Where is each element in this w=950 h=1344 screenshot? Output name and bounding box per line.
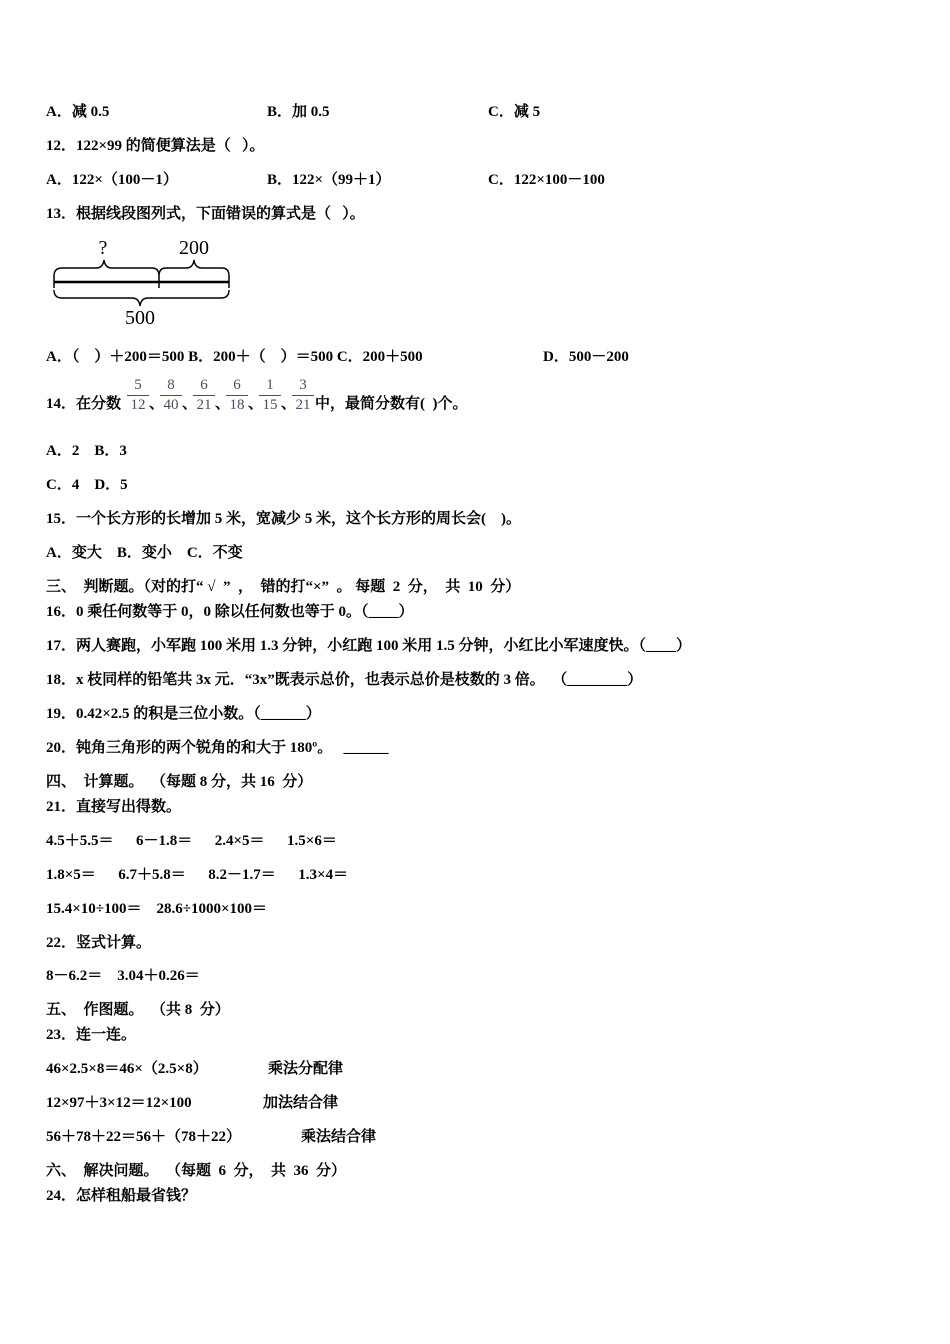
- q24: 24．怎样租船最省钱？: [46, 1188, 197, 1204]
- fraction-5-12: 5 12: [127, 377, 149, 414]
- q12-option-a: A．122×（100－1）: [46, 172, 178, 188]
- q23-expr-1: 46×2.5×8＝46×（2.5×8）: [46, 1061, 208, 1077]
- section-5-heading: 五、 作图题。 （共 8 分）: [46, 1002, 230, 1018]
- fraction-8-40: 8 40: [160, 377, 182, 414]
- q13-stem: 13．根据线段图列式，下面错误的算式是（ ）。: [46, 206, 365, 222]
- q18: 18．x 枝同样的铅笔共 3x 元．“3x”既表示总价，也表示总价是枝数的 3 倍。 （________）: [46, 672, 643, 688]
- q23-law-2: 加法结合律: [263, 1095, 339, 1111]
- q11-option-a: A．减 0.5: [46, 104, 110, 120]
- q11-option-b: B．加 0.5: [267, 104, 330, 120]
- q15-stem: 15．一个长方形的长增加 5 米，宽减少 5 米，这个长方形的周长会( )。: [46, 511, 521, 527]
- q12-option-c: C．122×100－100: [488, 172, 605, 188]
- q11-option-c: C．减 5: [488, 104, 541, 120]
- fraction-sep: 、: [281, 396, 297, 412]
- q22-row: 8－6.2＝ 3.04＋0.26＝: [46, 968, 200, 984]
- q23-expr-3: 56＋78＋22＝56＋（78＋22）: [46, 1129, 242, 1145]
- fraction-3-21: 3 21: [292, 377, 314, 414]
- q20: 20．钝角三角形的两个锐角的和大于 180º。 ______: [46, 740, 389, 756]
- q23-expr-2: 12×97＋3×12＝12×100: [46, 1095, 192, 1111]
- q13-options-abc: A．（ ）＋200＝500 B．200＋（ ）＝500 C．200＋500: [46, 349, 423, 365]
- fraction-sep: 、: [248, 396, 264, 412]
- section-6-heading: 六、 解决问题。 （每题 6 分， 共 36 分）: [46, 1163, 347, 1179]
- brace-right-top: [159, 260, 229, 276]
- segment-diagram: [48, 232, 238, 332]
- q19: 19．0.42×2.5 的积是三位小数。（______）: [46, 706, 321, 722]
- q23-stem: 23．连一连。: [46, 1027, 137, 1043]
- fraction-6-21: 6 21: [193, 377, 215, 414]
- brace-left-top: [54, 260, 159, 276]
- q23-law-3: 乘法结合律: [301, 1129, 377, 1145]
- diagram-total-label: 500: [125, 307, 155, 329]
- q12-option-b: B．122×（99＋1）: [267, 172, 391, 188]
- fraction-1-15: 1 15: [259, 377, 281, 414]
- q17: 17．两人赛跑，小军跑 100 米用 1.3 分钟，小红跑 100 米用 1.5 分钟，小红比小军速度快。（____）: [46, 638, 692, 654]
- section-4-heading: 四、 计算题。 （每题 8 分，共 16 分）: [46, 774, 313, 790]
- q16: 16．0 乘任何数等于 0，0 除以任何数也等于 0。（____）: [46, 604, 414, 620]
- q14-options-line1: A．2 B．3: [46, 443, 127, 459]
- q23-law-1: 乘法分配律: [268, 1061, 344, 1077]
- diagram-part-label: 200: [179, 237, 209, 259]
- q21-row2: 1.8×5＝ 6.7＋5.8＝ 8.2－1.7＝ 1.3×4＝: [46, 867, 349, 883]
- q14-suffix: 中，最简分数有( )个。: [315, 396, 468, 412]
- q14-options-line2: C．4 D．5: [46, 477, 128, 493]
- q22-stem: 22．竖式计算。: [46, 935, 152, 951]
- q21-row1: 4.5＋5.5＝ 6－1.8＝ 2.4×5＝ 1.5×6＝: [46, 833, 337, 849]
- fraction-sep: 、: [182, 396, 198, 412]
- q21-stem: 21．直接写出得数。: [46, 799, 182, 815]
- brace-bottom: [54, 290, 229, 306]
- q21-row3: 15.4×10÷100＝ 28.6÷1000×100＝: [46, 901, 268, 917]
- q13-option-d: D．500－200: [543, 349, 629, 365]
- q12-stem: 12．122×99 的简便算法是（ ）。: [46, 138, 265, 154]
- fraction-6-18: 6 18: [226, 377, 248, 414]
- q15-options: A．变大 B．变小 C．不变: [46, 545, 243, 561]
- fraction-sep: 、: [215, 396, 231, 412]
- diagram-unknown-label: ?: [98, 237, 108, 259]
- q14-prefix: 14．在分数: [46, 396, 122, 412]
- section-3-heading: 三、 判断题。（对的打“ √ ” ， 错的打“×” 。 每题 2 分， 共 10 分）: [46, 579, 521, 595]
- fraction-sep: 、: [149, 396, 165, 412]
